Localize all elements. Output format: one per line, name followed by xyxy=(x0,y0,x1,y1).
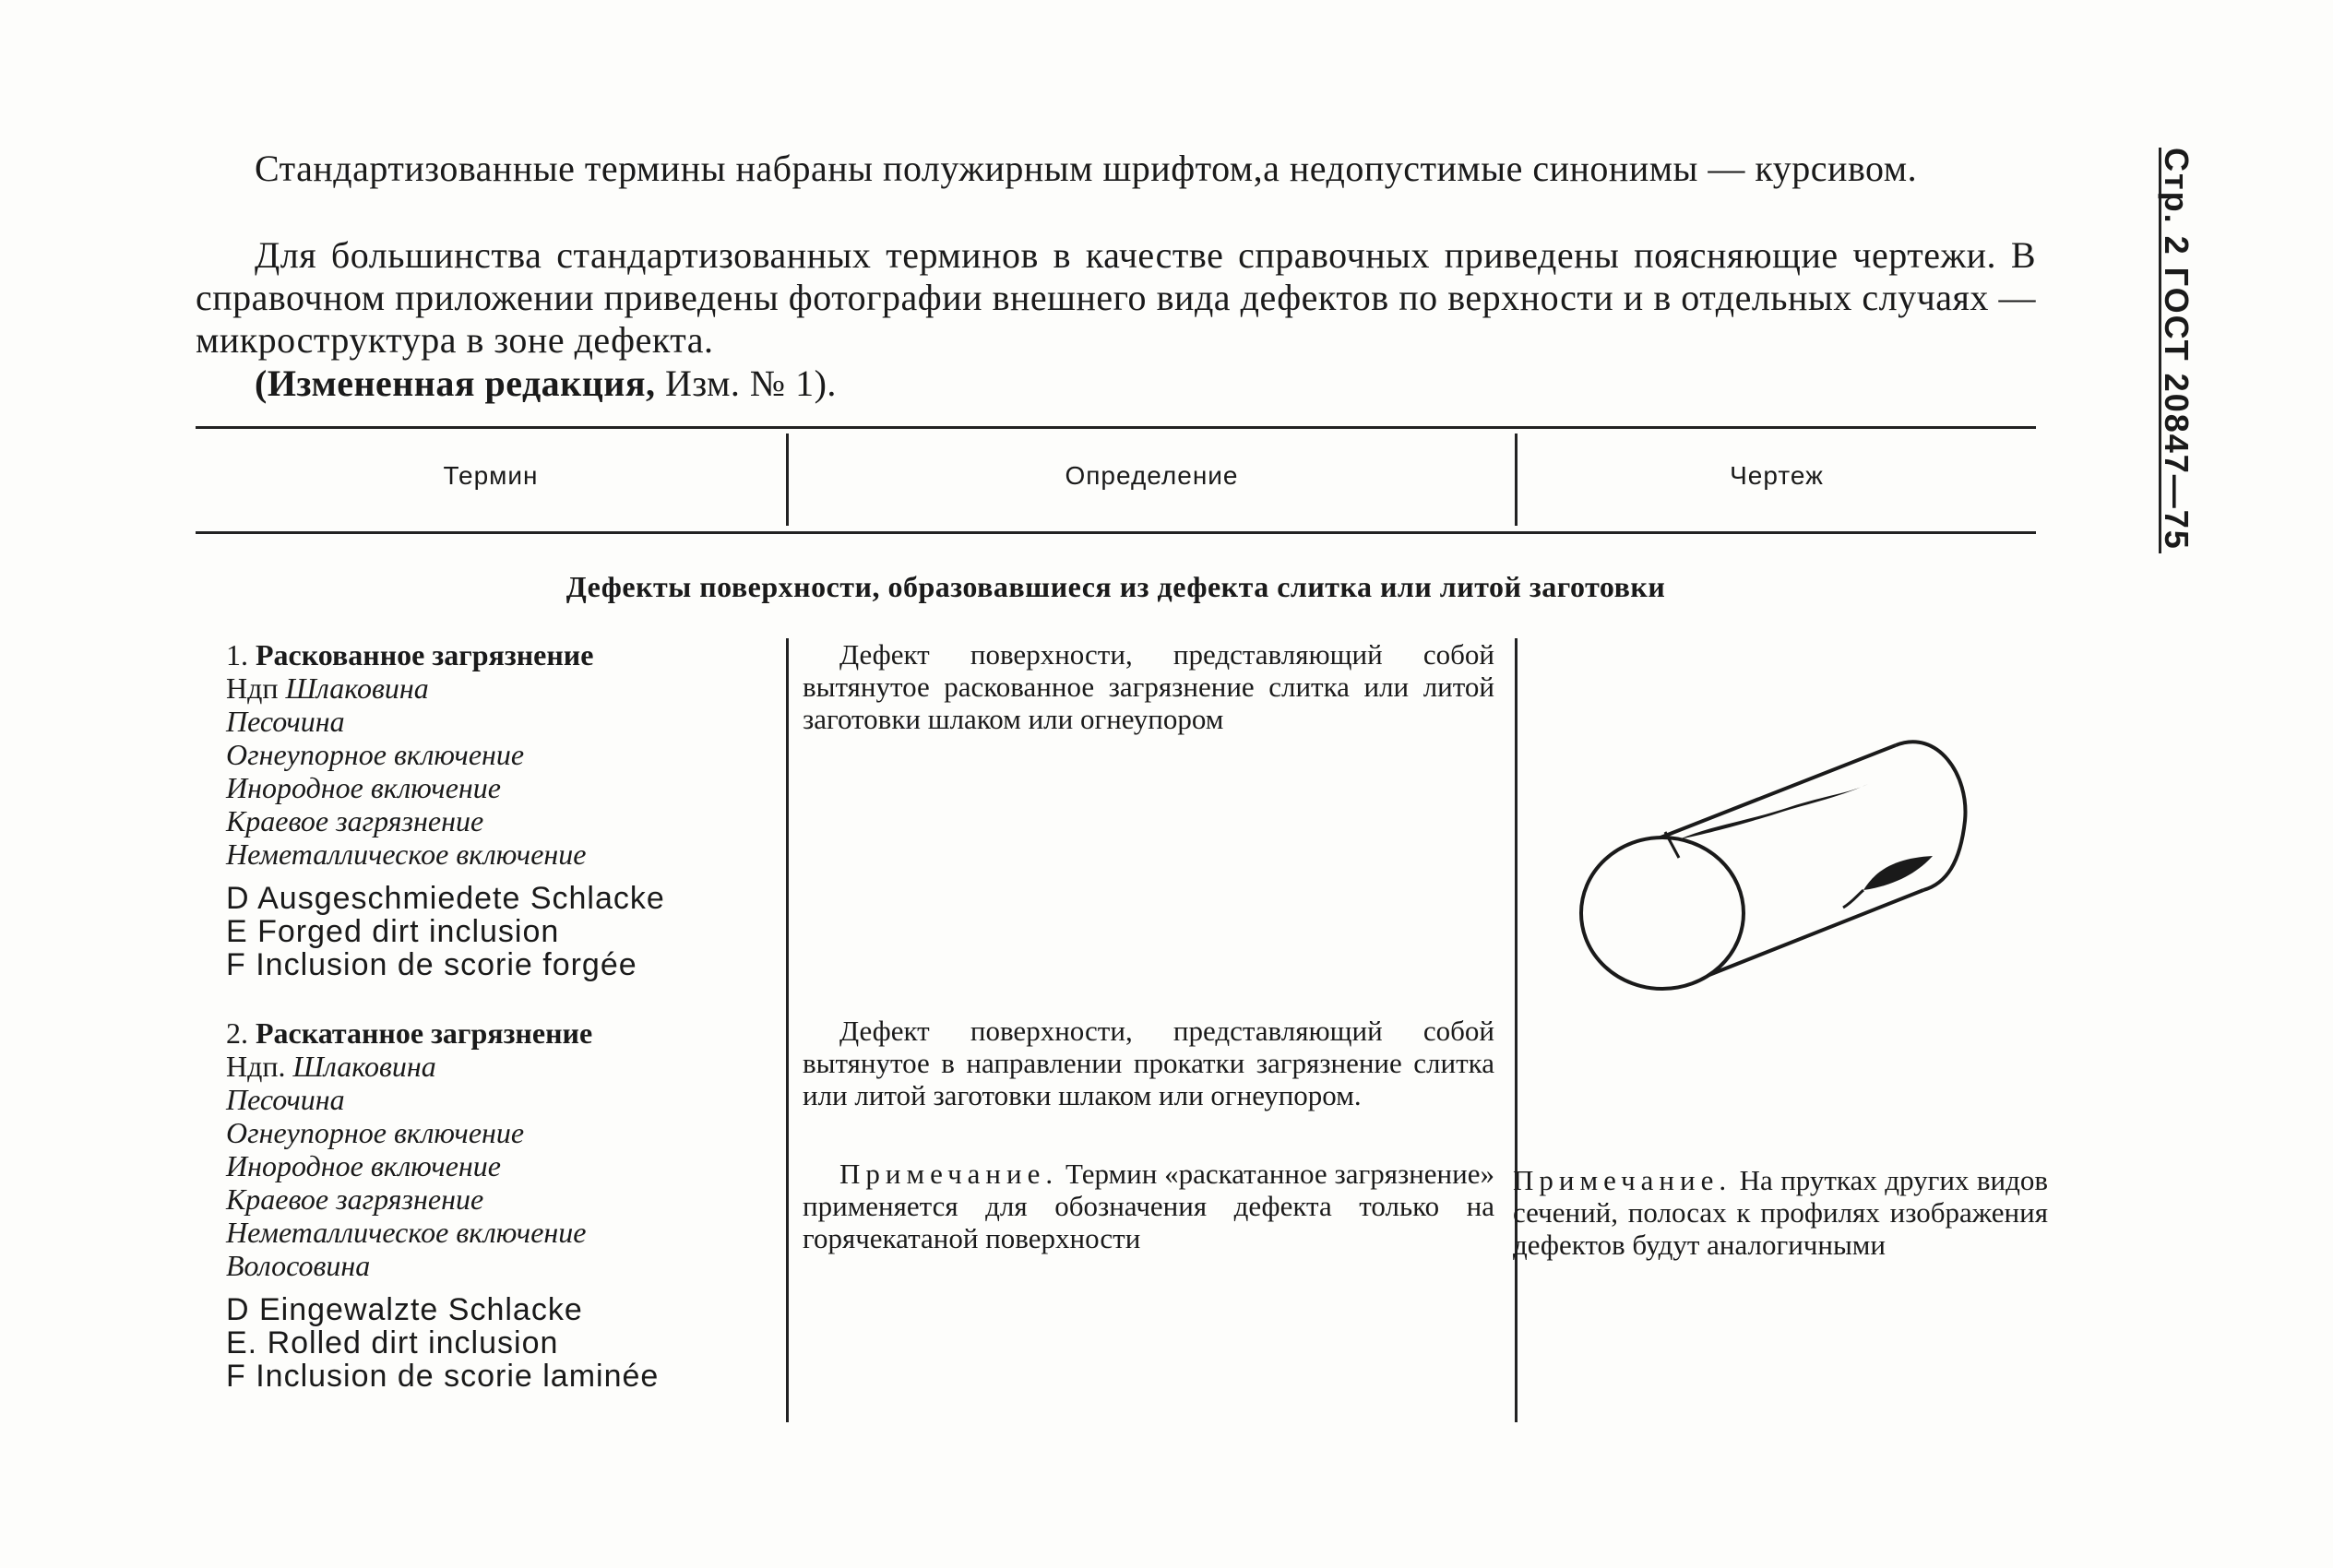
entry-1-synonym: Краевое загрязнение xyxy=(226,804,484,837)
entry-2-synonym: Огнеупорное включение xyxy=(226,1116,525,1149)
drawing-note-label: Примечание. xyxy=(1513,1164,1732,1196)
entry-2-synonym: Неметаллическое включение xyxy=(226,1216,587,1249)
entry-2-synonym: Ндп. Шлаковина xyxy=(226,1050,436,1083)
cylinder-near-end xyxy=(1581,837,1744,989)
entry-2-synonym: Краевое загрязнение xyxy=(226,1182,484,1216)
cylinder-top-edge xyxy=(1656,745,1896,839)
entry-1-synonym: Инородное включение xyxy=(226,771,501,804)
intro-paragraph-1: Стандартизованные термины набраны полужирным шрифтом,а недопустимые синонимы — курсивом. xyxy=(255,148,1918,189)
drawing-note xyxy=(1513,1164,2048,1261)
intro-paragraph-2: Для большинства стандартизованных терминов в качестве справочных приведены поясняющие чертежи. В справочном приложении приведены фотографии внешнего вида дефектов по верхности и в отдельных случаях — микроструктура в зоне дефекта. xyxy=(196,234,2036,361)
entry-2-foreign-en: E. Rolled dirt inclusion xyxy=(226,1325,559,1360)
defect-lens-tail xyxy=(1843,890,1863,908)
column-header-drawing: Чертеж xyxy=(1730,461,1824,490)
entry-1-definition: Дефект поверхности, представляющий собой вытянутое раскованное загрязнение слитка или литой заготовки шлаком или огнеупором xyxy=(803,638,1494,735)
entry-2-definition: Дефект поверхности, представляющий собой вытянутое в направлении прокатки загрязнение слитка или литой заготовки шлаком или огнеупором. xyxy=(803,1015,1494,1111)
page-running-header: Стр. 2 ГОСТ 20847—75 xyxy=(2158,148,2196,551)
entry-1-synonym: Неметаллическое включение xyxy=(226,837,587,871)
drawing-note-text: На прутках других видов сечений, полосах к профилях изображения дефектов будут аналогичными xyxy=(1513,1164,2048,1261)
entry-1-foreign-en: E Forged dirt inclusion xyxy=(226,914,560,949)
entry-2-synonym: Волосовина xyxy=(226,1249,371,1282)
entry-2-note-text: Термин «раскатанное загрязнение» применяется для обозначения дефекта только на горячекатаной поверхности xyxy=(803,1158,1494,1254)
cylinder-defect-drawing xyxy=(1550,719,2011,1015)
entry-1-term: 1. Раскованное загрязнение xyxy=(226,638,594,671)
entry-1-foreign-de: D Ausgeschmiedete Schlacke xyxy=(226,881,665,916)
table-top-rule xyxy=(196,426,2036,429)
entry-2-synonym: Песочина xyxy=(226,1083,345,1116)
entry-2-foreign-fr: F Inclusion de scorie laminée xyxy=(226,1359,660,1394)
entry-2-foreign-de: D Eingewalzte Schlacke xyxy=(226,1292,583,1327)
entry-1-foreign-fr: F Inclusion de scorie forgée xyxy=(226,947,637,982)
body-divider-1 xyxy=(786,638,789,1422)
entry-2-term: 2. Раскатанное загрязнение xyxy=(226,1016,593,1050)
amendment-bold: (Измененная редакция, xyxy=(255,362,656,404)
entry-1-synonym: Ндп Шлаковина xyxy=(226,671,429,705)
column-header-term: Термин xyxy=(443,461,539,490)
amendment-rest: Изм. № 1). xyxy=(655,362,837,404)
section-title: Дефекты поверхности, образовавшиеся из дефекта слитка или литой заготовки xyxy=(565,570,1666,603)
body-divider-2 xyxy=(1515,638,1518,1422)
entry-1-synonym: Песочина xyxy=(226,705,345,738)
table-header-bottom-rule xyxy=(196,531,2036,534)
column-header-definition: Определение xyxy=(1065,461,1239,490)
defect-lens xyxy=(1863,856,1933,890)
entry-1-terms xyxy=(226,638,743,981)
entry-2-note xyxy=(803,1158,1494,1254)
entry-1-synonym: Огнеупорное включение xyxy=(226,738,525,771)
entry-2-synonym: Инородное включение xyxy=(226,1149,501,1182)
entry-2-note-label: Примечание. xyxy=(839,1158,1059,1190)
entry-2-terms xyxy=(226,1016,743,1393)
amendment-note xyxy=(196,362,2036,405)
